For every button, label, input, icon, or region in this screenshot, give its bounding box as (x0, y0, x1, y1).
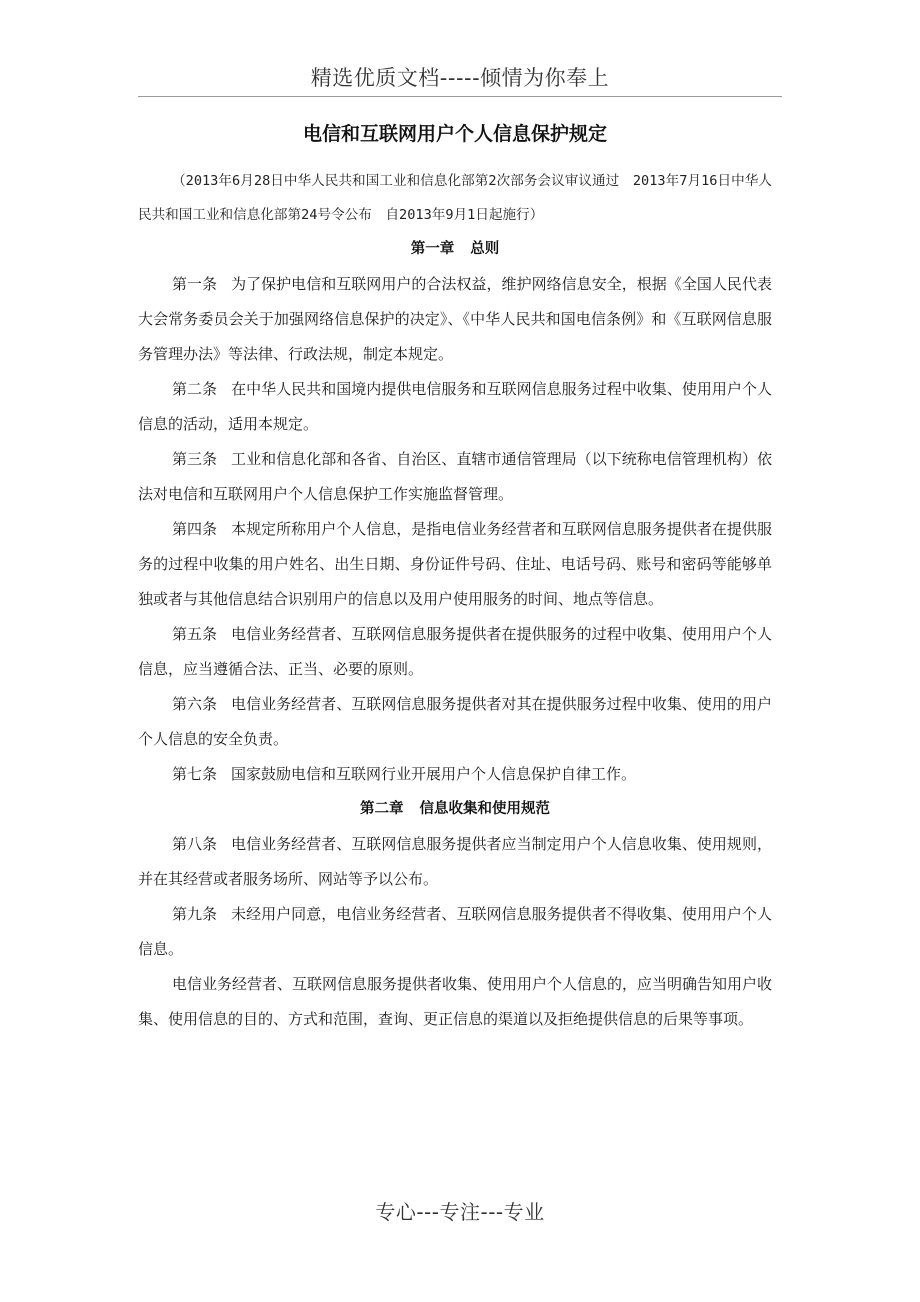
chapter-title: 信息收集和使用规范 (419, 801, 550, 817)
article-2 (138, 372, 772, 442)
article-text: 为了保护电信和互联网用户的合法权益，维护网络信息安全，根据《全国人民代表大会常务委员会关于加强网络信息保护的决定》、《中华人民共和国电信条例》和《互联网信息服务管理办法》等法律、行政法规，制定本规定。 (138, 275, 772, 363)
article-label: 第九条 (172, 905, 218, 923)
document-subtitle: （2013年6月28日中华人民共和国工业和信息化部第2次部务会议审议通过 2013年7月16日中华人民共和国工业和信息化部第24号令公布 自2013年9月1日起施行） (138, 173, 772, 223)
article-text: 本规定所称用户个人信息，是指电信业务经营者和互联网信息服务提供者在提供服务的过程中收集的用户姓名、出生日期、身份证件号码、住址、电话号码、账号和密码等能够单独或者与其他信息结合识别用户的信息以及用户使用服务的时间、地点等信息。 (138, 520, 772, 608)
article-9-continuation: 电信业务经营者、互联网信息服务提供者收集、使用用户个人信息的，应当明确告知用户收集、使用信息的目的、方式和范围，查询、更正信息的渠道以及拒绝提供信息的后果等事项。 (138, 975, 773, 1028)
article-text: 国家鼓励电信和互联网行业开展用户个人信息保护自律工作。 (231, 765, 637, 783)
chapter-number: 第二章 (360, 801, 404, 817)
article-8 (138, 827, 772, 897)
article-3 (138, 442, 772, 512)
article-9 (138, 897, 772, 967)
header-divider (138, 96, 782, 97)
document-body (138, 120, 772, 1037)
article-label: 第五条 (172, 625, 218, 643)
article-label: 第三条 (172, 450, 218, 468)
article-label: 第一条 (172, 275, 218, 293)
article-7 (138, 757, 772, 792)
article-text: 未经用户同意，电信业务经营者、互联网信息服务提供者不得收集、使用用户个人信息。 (138, 905, 772, 958)
article-label: 第七条 (172, 765, 218, 783)
chapter-title: 总则 (470, 241, 500, 257)
page-header: 精选优质文档-----倾情为你奉上 (310, 66, 610, 90)
article-5 (138, 617, 772, 687)
document-title: 电信和互联网用户个人信息保护规定 (302, 123, 607, 145)
article-text: 工业和信息化部和各省、自治区、直辖市通信管理局（以下统称电信管理机构）依法对电信和互联网用户个人信息保护工作实施监督管理。 (138, 450, 772, 503)
article-text: 电信业务经营者、互联网信息服务提供者对其在提供服务过程中收集、使用的用户个人信息的安全负责。 (138, 695, 772, 748)
chapter-number: 第一章 (410, 241, 455, 257)
article-label: 第六条 (172, 695, 218, 713)
chapter-heading-2 (138, 792, 772, 827)
article-4 (138, 512, 772, 617)
article-6 (138, 687, 772, 757)
article-label: 第八条 (172, 835, 218, 853)
chapter-heading-1 (138, 232, 772, 267)
article-text: 电信业务经营者、互联网信息服务提供者在提供服务的过程中收集、使用用户个人信息，应当遵循合法、正当、必要的原则。 (138, 625, 772, 678)
article-label: 第二条 (172, 380, 218, 398)
page-footer: 专心---专注---专业 (375, 1200, 545, 1224)
article-1 (138, 267, 772, 372)
article-text: 在中华人民共和国境内提供电信服务和互联网信息服务过程中收集、使用用户个人信息的活动，适用本规定。 (138, 380, 772, 433)
article-label: 第四条 (172, 520, 218, 538)
article-text: 电信业务经营者、互联网信息服务提供者应当制定用户个人信息收集、使用规则，并在其经营或者服务场所、网站等予以公布。 (138, 835, 772, 888)
